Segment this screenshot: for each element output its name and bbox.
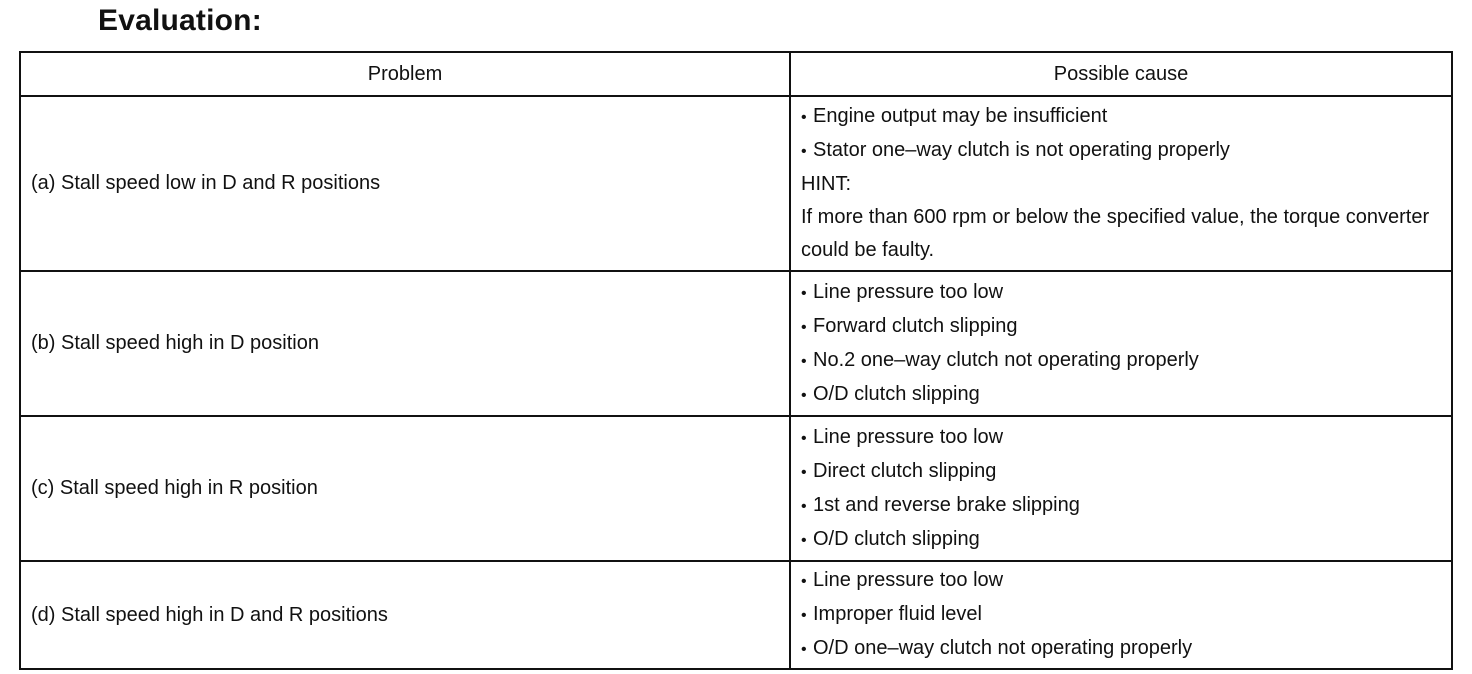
cause-item: • No.2 one–way clutch not operating properly — [801, 344, 1441, 378]
problem-cell: (b) Stall speed high in D position — [20, 271, 790, 416]
bullet-icon: • — [801, 386, 807, 404]
cause-item: • Line pressure too low — [801, 564, 1441, 598]
problem-cell: (d) Stall speed high in D and R positions — [20, 561, 790, 669]
evaluation-table — [19, 51, 1453, 670]
table-row — [20, 96, 1452, 271]
page-title: Evaluation: — [98, 4, 262, 37]
cause-item: • Line pressure too low — [801, 276, 1441, 310]
cause-cell — [790, 96, 1452, 271]
bullet-icon: • — [801, 429, 807, 447]
cause-item: • Improper fluid level — [801, 598, 1441, 632]
cause-item: • 1st and reverse brake slipping — [801, 489, 1441, 523]
table-row — [20, 416, 1452, 561]
problem-cell: (c) Stall speed high in R position — [20, 416, 790, 561]
bullet-icon: • — [801, 531, 807, 549]
cause-item: • Direct clutch slipping — [801, 455, 1441, 489]
header-problem: Problem — [20, 52, 790, 96]
cause-cell — [790, 561, 1452, 669]
cause-item: • Engine output may be insufficient — [801, 100, 1441, 134]
bullet-icon: • — [801, 352, 807, 370]
table-row — [20, 271, 1452, 416]
cause-item: • Stator one–way clutch is not operating properly — [801, 134, 1441, 168]
bullet-icon: • — [801, 109, 807, 126]
cause-item: • O/D clutch slipping — [801, 378, 1441, 412]
bullet-icon: • — [801, 463, 807, 481]
header-possible-cause: Possible cause — [790, 52, 1452, 96]
problem-cell: (a) Stall speed low in D and R positions — [20, 96, 790, 271]
cause-item: • O/D one–way clutch not operating properly — [801, 632, 1441, 666]
bullet-icon: • — [801, 284, 807, 302]
hint-text: If more than 600 rpm or below the specified value, the torque converter could be faulty. — [801, 206, 1430, 261]
hint-label: HINT: — [801, 173, 851, 195]
table-header-row — [20, 52, 1452, 96]
cause-cell — [790, 416, 1452, 561]
bullet-icon: • — [801, 497, 807, 515]
bullet-icon: • — [801, 607, 807, 624]
cause-item: • O/D clutch slipping — [801, 523, 1441, 557]
cause-item: • Line pressure too low — [801, 421, 1441, 455]
bullet-icon: • — [801, 573, 807, 590]
cause-item: • Forward clutch slipping — [801, 310, 1441, 344]
cause-cell — [790, 271, 1452, 416]
bullet-icon: • — [801, 143, 807, 160]
bullet-icon: • — [801, 641, 807, 658]
bullet-icon: • — [801, 318, 807, 336]
table-row — [20, 561, 1452, 669]
